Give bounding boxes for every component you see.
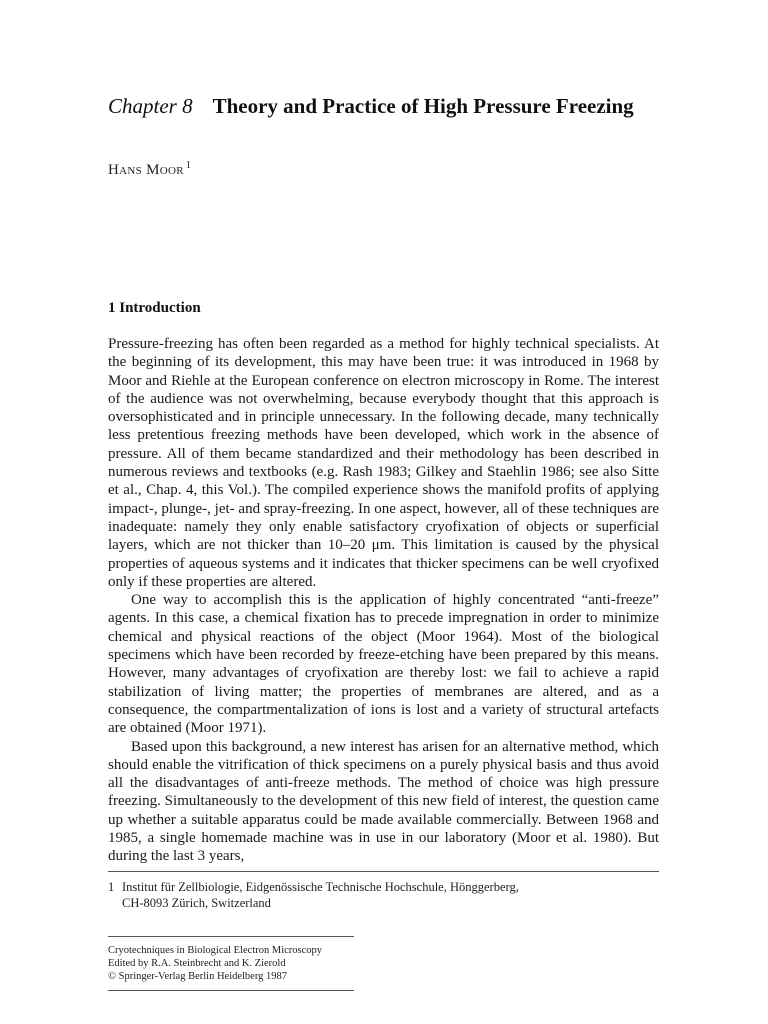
imprint-line: © Springer-Verlag Berlin Heidelberg 1987	[108, 971, 288, 982]
chapter-title-text: Theory and Practice of High Pressure Freezing	[212, 94, 634, 118]
imprint-line: Cryotechniques in Biological Electron Microscopy	[108, 945, 323, 956]
body-paragraph: Based upon this background, a new interest has arisen for an alternative method, which should enable the vitrification of thick specimens on a purely physical basis and thus avoid all the disadvantages of anti-freeze methods. The method of choice was high pressure freezing. Simultaneously to the development of this new field of interest, the question came up whether a suitable apparatus could be made available commercially. Between 1968 and 1985, a single homemade machine was in use in our laboratory (Moor et al. 1980). But during the last 3 years,	[108, 738, 659, 865]
footnote-mark: 1	[108, 880, 115, 894]
imprint-divider-bottom	[108, 990, 354, 991]
section-heading: 1 Introduction	[108, 300, 201, 316]
footnote	[108, 879, 628, 911]
imprint-line: Edited by R.A. Steinbrecht and K. Zierold	[108, 958, 286, 969]
chapter-title	[108, 92, 668, 120]
imprint	[108, 944, 322, 983]
body-paragraph: One way to accomplish this is the application of highly concentrated “anti-freeze” agents. In this case, a chemical fixation has to precede impregnation in order to minimize chemical and physical reactions of the object (Moor 1964). Most of the biological specimens which have been recorded by freeze-etching have been prepared by this means. However, many advantages of cryofixation are thereby lost: we fail to achieve a rapid stabilization of living matter; the properties of membranes are altered, and as a consequence, the compartmentalization of ions is lost and a variety of structural artefacts are obtained (Moor 1971).	[108, 592, 659, 737]
imprint-divider-top	[108, 936, 354, 937]
author-footnote-mark: 1	[185, 160, 192, 171]
footnote-text-line2: CH-8093 Zürich, Switzerland	[122, 896, 271, 910]
footnote-line	[108, 879, 628, 895]
author-line	[108, 160, 191, 179]
footnote-divider	[108, 871, 659, 872]
chapter-label: Chapter 8	[108, 94, 193, 118]
footnote-text-line1: Institut für Zellbiologie, Eidgenössische Technische Hochschule, Hönggerberg,	[122, 880, 519, 894]
body-paragraph: Pressure-freezing has often been regarded as a method for highly technical specialists. At the beginning of its development, this may have been true: it was introduced in 1968 by Moor and Riehle at the European conference on electron microscopy in Rome. The interest of the audience was not overwhelming, because everybody thought that this approach is oversophisticated and in principle unnecessary. In the following decade, many technically less pretentious freezing methods have been developed, which work in the absence of pressure. All of them became standardized and their methodology has been described in numerous reviews and textbooks (e.g. Rash 1983; Gilkey and Staehlin 1986; see also Sitte et al., Chap. 4, this Vol.). The compiled experience shows the manifold profits of applying impact-, plunge-, jet- and spray-freezing. In one aspect, however, all of these techniques are inadequate: namely they only enable satisfactory cryofixation of objects or superficial layers, which are not thicker than 10–20 μm. This limitation is caused by the physical properties of aqueous systems and it indicates that thicker specimens can be well cryofixed only if these properties are altered.	[108, 336, 659, 590]
body-text	[108, 335, 659, 866]
author-name: Hans Moor	[108, 162, 184, 178]
